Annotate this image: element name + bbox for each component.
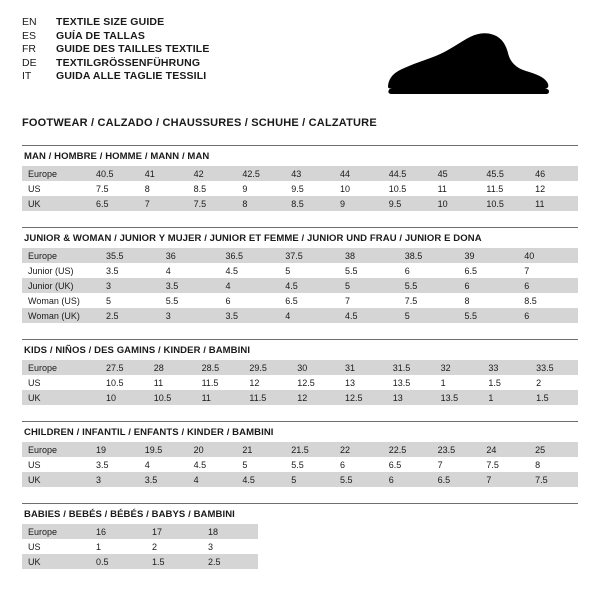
size-cell: 1 [90, 539, 146, 554]
size-cell: 42.5 [236, 166, 285, 181]
group-title: MAN / HOMBRE / HOMME / MANN / MAN [24, 151, 210, 162]
table-row [22, 390, 578, 405]
size-cell: 7.5 [90, 181, 139, 196]
table-row [22, 293, 578, 308]
row-label: UK [22, 196, 90, 211]
size-cell: 7.5 [480, 457, 529, 472]
size-cell: 5 [399, 308, 459, 323]
language-row [22, 57, 209, 71]
size-cell: 13.5 [387, 375, 435, 390]
size-cell: 7.5 [399, 293, 459, 308]
size-cell: 37.5 [279, 248, 339, 263]
size-cell: 10.5 [148, 390, 196, 405]
row-label: Junior (UK) [22, 278, 100, 293]
size-cell: 12.5 [339, 390, 387, 405]
language-title-list [22, 16, 209, 84]
size-cell: 7 [139, 196, 188, 211]
language-guide-title: GUÍA DE TALLAS [56, 29, 146, 42]
table-row [22, 442, 578, 457]
group-title: BABIES / BEBÉS / BÉBÉS / BABYS / BAMBINI [24, 509, 235, 520]
size-group [22, 145, 578, 211]
size-cell: 40 [518, 248, 578, 263]
size-cell: 6 [399, 263, 459, 278]
table-row [22, 472, 578, 487]
table-row [22, 278, 578, 293]
size-cell: 6.5 [279, 293, 339, 308]
group-divider [22, 227, 578, 228]
size-cell: 12.5 [291, 375, 339, 390]
size-cell: 8 [459, 293, 519, 308]
size-cell: 19 [90, 442, 139, 457]
size-cell: 21.5 [285, 442, 334, 457]
size-cell: 3 [202, 539, 258, 554]
table-row [22, 457, 578, 472]
size-cell: 20 [188, 442, 237, 457]
group-divider [22, 421, 578, 422]
dress-shoe-icon [382, 30, 552, 101]
size-cell: 28.5 [196, 360, 244, 375]
size-cell: 9.5 [285, 181, 334, 196]
size-cell: 7.5 [188, 196, 237, 211]
size-cell: 4 [188, 472, 237, 487]
table-row [22, 196, 578, 211]
language-row [22, 43, 209, 57]
size-cell: 10 [334, 181, 383, 196]
size-cell: 7 [518, 263, 578, 278]
group-divider [22, 339, 578, 340]
size-cell: 5.5 [285, 457, 334, 472]
size-cell: 43 [285, 166, 334, 181]
size-cell: 3 [160, 308, 220, 323]
size-cell: 11.5 [243, 390, 291, 405]
size-cell: 27.5 [100, 360, 148, 375]
size-cell: 13 [339, 375, 387, 390]
size-cell: 10.5 [383, 181, 432, 196]
size-cell: 41 [139, 166, 188, 181]
size-cell: 8 [529, 457, 578, 472]
language-row [22, 30, 209, 44]
size-cell: 40.5 [90, 166, 139, 181]
size-cell: 8.5 [285, 196, 334, 211]
size-cell: 35.5 [100, 248, 160, 263]
size-cell: 8.5 [188, 181, 237, 196]
table-row [22, 360, 578, 375]
size-cell: 0.5 [90, 554, 146, 569]
size-cell: 45 [432, 166, 481, 181]
size-cell: 5.5 [399, 278, 459, 293]
size-cell: 12 [243, 375, 291, 390]
size-cell: 30 [291, 360, 339, 375]
size-cell: 21 [236, 442, 285, 457]
size-cell: 3 [90, 472, 139, 487]
size-cell: 3.5 [139, 472, 188, 487]
group-title: JUNIOR & WOMAN / JUNIOR Y MUJER / JUNIOR ET FEMME / JUNIOR UND FRAU / JUNIOR E DONA [24, 233, 482, 244]
row-label: US [22, 181, 90, 196]
size-cell: 6.5 [459, 263, 519, 278]
size-cell: 4.5 [236, 472, 285, 487]
size-cell: 8 [236, 196, 285, 211]
row-label: Europe [22, 248, 100, 263]
table-row [22, 263, 578, 278]
size-cell: 17 [146, 524, 202, 539]
size-cell: 46 [529, 166, 578, 181]
language-guide-title: GUIDA ALLE TAGLIE TESSILI [56, 70, 207, 82]
row-label: UK [22, 390, 100, 405]
language-guide-title: TEXTILGRÖSSENFÜHRUNG [56, 56, 201, 69]
size-cell: 12 [291, 390, 339, 405]
size-cell: 1.5 [482, 375, 530, 390]
size-cell: 10 [100, 390, 148, 405]
size-cell: 36.5 [220, 248, 280, 263]
row-label: Europe [22, 166, 90, 181]
page-header [22, 16, 578, 101]
size-cell: 33 [482, 360, 530, 375]
size-cell: 3.5 [160, 278, 220, 293]
size-cell: 36 [160, 248, 220, 263]
size-cell: 10 [432, 196, 481, 211]
table-row [22, 539, 258, 554]
size-cell: 11 [148, 375, 196, 390]
size-cell: 3 [100, 278, 160, 293]
size-group [22, 421, 578, 487]
size-cell: 11.5 [480, 181, 529, 196]
size-cell: 6 [334, 457, 383, 472]
size-cell: 5.5 [339, 263, 399, 278]
language-code: ES [22, 29, 37, 42]
size-cell: 11 [432, 181, 481, 196]
size-cell: 7 [339, 293, 399, 308]
size-cell: 4.5 [188, 457, 237, 472]
row-label: US [22, 457, 90, 472]
size-cell: 4 [160, 263, 220, 278]
table-row [22, 181, 578, 196]
language-guide-title: TEXTILE SIZE GUIDE [56, 16, 165, 28]
size-cell: 22.5 [383, 442, 432, 457]
size-cell: 1 [435, 375, 483, 390]
group-divider [22, 145, 578, 146]
size-cell: 29.5 [243, 360, 291, 375]
size-cell: 31 [339, 360, 387, 375]
size-table [22, 524, 258, 569]
size-cell: 8.5 [518, 293, 578, 308]
row-label: Europe [22, 442, 90, 457]
size-cell: 28 [148, 360, 196, 375]
size-cell: 31.5 [387, 360, 435, 375]
table-row [22, 166, 578, 181]
size-cell: 2.5 [202, 554, 258, 569]
size-cell: 4 [139, 457, 188, 472]
size-cell: 9 [334, 196, 383, 211]
group-title: CHILDREN / INFANTIL / ENFANTS / KINDER / BAMBINI [24, 427, 274, 438]
size-group [22, 503, 578, 569]
size-table [22, 360, 578, 405]
size-cell: 1.5 [146, 554, 202, 569]
size-tables-root [22, 145, 578, 569]
size-cell: 6 [518, 278, 578, 293]
size-cell: 12 [529, 181, 578, 196]
row-label: US [22, 375, 100, 390]
size-cell: 5 [236, 457, 285, 472]
size-cell: 33.5 [530, 360, 578, 375]
size-table [22, 248, 578, 323]
size-cell: 16 [90, 524, 146, 539]
size-cell: 6.5 [432, 472, 481, 487]
size-cell: 6 [459, 278, 519, 293]
size-cell: 5 [100, 293, 160, 308]
size-cell: 45.5 [480, 166, 529, 181]
row-label: Junior (US) [22, 263, 100, 278]
size-cell: 38 [339, 248, 399, 263]
size-cell: 6.5 [383, 457, 432, 472]
size-cell: 11 [196, 390, 244, 405]
size-cell: 42 [188, 166, 237, 181]
language-code: IT [22, 70, 32, 82]
size-cell: 39 [459, 248, 519, 263]
size-cell: 6 [383, 472, 432, 487]
size-cell: 3.5 [90, 457, 139, 472]
size-table [22, 166, 578, 211]
size-cell: 7 [432, 457, 481, 472]
size-cell: 18 [202, 524, 258, 539]
size-cell: 11.5 [196, 375, 244, 390]
size-cell: 13.5 [435, 390, 483, 405]
row-label: UK [22, 554, 90, 569]
size-cell: 5 [285, 472, 334, 487]
size-cell: 24 [480, 442, 529, 457]
size-cell: 1 [482, 390, 530, 405]
language-code: DE [22, 56, 37, 69]
row-label: Europe [22, 524, 90, 539]
size-cell: 7 [480, 472, 529, 487]
size-cell: 22 [334, 442, 383, 457]
language-row [22, 70, 209, 84]
language-guide-title: GUIDE DES TAILLES TEXTILE [56, 43, 210, 55]
size-cell: 5.5 [160, 293, 220, 308]
size-cell: 9 [236, 181, 285, 196]
size-cell: 10.5 [480, 196, 529, 211]
row-label: UK [22, 472, 90, 487]
size-cell: 11 [529, 196, 578, 211]
size-cell: 19.5 [139, 442, 188, 457]
size-cell: 4.5 [339, 308, 399, 323]
size-cell: 13 [387, 390, 435, 405]
row-label: Europe [22, 360, 100, 375]
size-group [22, 227, 578, 323]
table-row [22, 524, 258, 539]
size-cell: 2 [530, 375, 578, 390]
size-cell: 5 [339, 278, 399, 293]
size-group [22, 339, 578, 405]
size-cell: 25 [529, 442, 578, 457]
size-cell: 6 [518, 308, 578, 323]
size-cell: 44 [334, 166, 383, 181]
language-code: EN [22, 16, 37, 28]
group-divider [22, 503, 578, 504]
size-cell: 2.5 [100, 308, 160, 323]
table-row [22, 554, 258, 569]
table-row [22, 308, 578, 323]
size-cell: 6.5 [90, 196, 139, 211]
size-table [22, 442, 578, 487]
size-cell: 38.5 [399, 248, 459, 263]
row-label: Woman (UK) [22, 308, 100, 323]
size-cell: 10.5 [100, 375, 148, 390]
size-cell: 2 [146, 539, 202, 554]
size-cell: 9.5 [383, 196, 432, 211]
table-row [22, 375, 578, 390]
size-cell: 6 [220, 293, 280, 308]
size-cell: 8 [139, 181, 188, 196]
language-code: FR [22, 43, 36, 55]
size-cell: 44.5 [383, 166, 432, 181]
language-row [22, 16, 209, 30]
size-cell: 7.5 [529, 472, 578, 487]
size-cell: 5 [279, 263, 339, 278]
size-cell: 32 [435, 360, 483, 375]
size-cell: 1.5 [530, 390, 578, 405]
size-cell: 4.5 [220, 263, 280, 278]
group-title: KIDS / NIÑOS / DES GAMINS / KINDER / BAMBINI [24, 345, 251, 356]
size-cell: 4 [220, 278, 280, 293]
category-title: FOOTWEAR / CALZADO / CHAUSSURES / SCHUHE / CALZATURE [22, 117, 377, 129]
size-cell: 5.5 [334, 472, 383, 487]
size-cell: 4 [279, 308, 339, 323]
size-cell: 3.5 [100, 263, 160, 278]
size-cell: 3.5 [220, 308, 280, 323]
row-label: Woman (US) [22, 293, 100, 308]
table-row [22, 248, 578, 263]
row-label: US [22, 539, 90, 554]
size-cell: 4.5 [279, 278, 339, 293]
size-cell: 5.5 [459, 308, 519, 323]
size-cell: 23.5 [432, 442, 481, 457]
